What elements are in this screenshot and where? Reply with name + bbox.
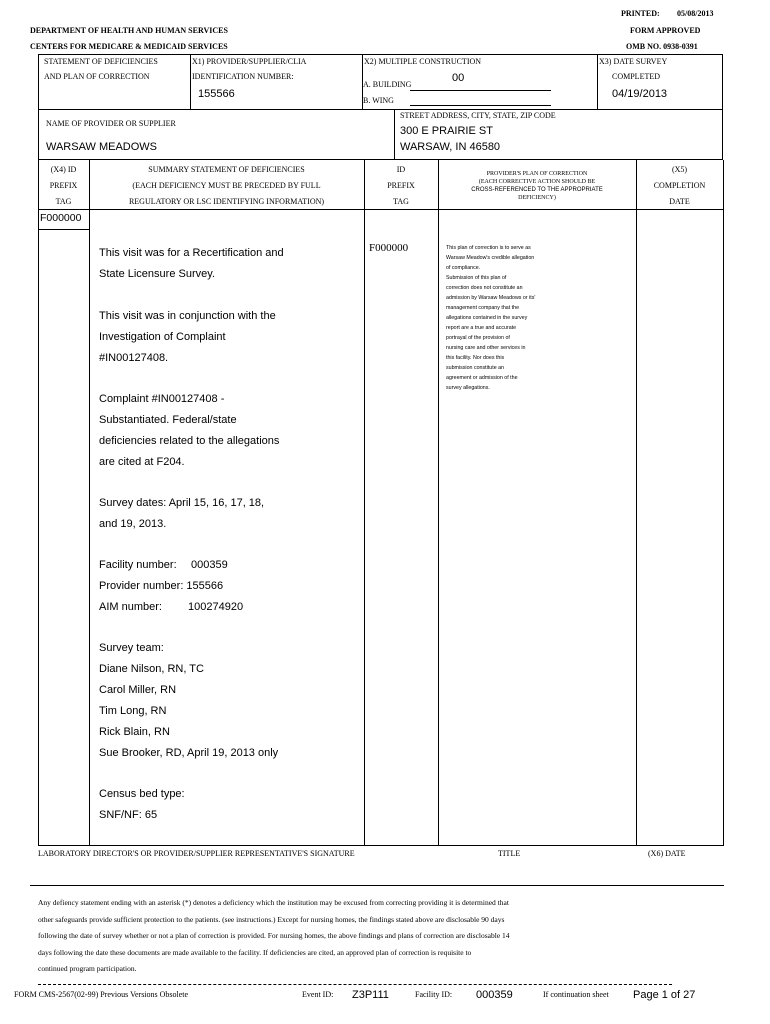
summary-line: Diane Nilson, RN, TC [99,663,204,675]
summary-line: Rick Blain, RN [99,726,170,738]
table-bottom [38,845,724,846]
disclaimer-line: continued program participation. [38,964,137,973]
summary-line: Tim Long, RN [99,705,167,717]
summary-line: Provider number: 155566 [99,580,224,592]
x5-label-3: DATE [669,197,690,206]
poc-label-2: (EACH CORRECTIVE ACTION SHOULD BE [478,179,596,185]
provider-id-value: 155566 [198,88,235,100]
printed-date: 05/08/2013 [677,9,714,18]
poc-line: portrayal of the provision of [446,335,510,341]
x3-label: X3) DATE SURVEY [599,57,668,66]
x6-date-label: (X6) DATE [648,849,686,858]
signature-label: LABORATORY DIRECTOR'S OR PROVIDER/SUPPLIER REPRESENTATIVE'S SIGNATURE [38,849,355,858]
poc-line: correction does not constitute an [446,285,523,291]
x4-label-2: PREFIX [49,181,78,190]
summary-line: are cited at F204. [99,456,185,468]
event-id-label: Event ID: [302,990,334,999]
omb-number: OMB NO. 0938-0391 [626,42,698,51]
left-border [38,160,39,846]
poc-line: nursing care and other services in [446,345,526,351]
wing-underline [410,105,551,106]
continuation-label: If continuation sheet [543,990,609,999]
centers-title: CENTERS FOR MEDICARE & MEDICAID SERVICES [30,42,228,51]
summary-line: Survey dates: April 15, 16, 17, 18, [99,497,265,509]
summary-line: This visit was for a Recertification and [99,247,284,259]
left-prefix-tag: F000000 [40,212,82,224]
summary-line: SNF/NF: 65 [99,809,158,821]
summary-line: Census bed type: [99,788,185,800]
summary-line: #IN00127408. [99,352,169,364]
column-header-bottom [38,209,724,210]
statement-label-1: STATEMENT OF DEFICIENCIES [44,57,158,66]
poc-line: survey allegations. [446,385,490,391]
department-title: DEPARTMENT OF HEALTH AND HUMAN SERVICES [30,26,228,35]
provider-label: NAME OF PROVIDER OR SUPPLIER [46,119,176,128]
summary-line: This visit was in conjunction with the [99,310,276,322]
poc-line: admission by Warsaw Meadows or its' [446,295,536,301]
x1-label-2: IDENTIFICATION NUMBER: [192,72,294,81]
facility-number-value: 000359 [191,559,228,571]
survey-date-value: 04/19/2013 [612,88,668,100]
street-label: STREET ADDRESS, CITY, STATE, ZIP CODE [400,111,556,120]
statement-label-2: AND PLAN OF CORRECTION [44,72,150,81]
id-label-3: TAG [393,197,409,206]
signature-line [30,885,724,886]
summary-line: deficiencies related to the allegations [99,435,280,447]
building-value: 00 [452,72,465,84]
poc-line: this facility. Nor does this [446,355,505,361]
poc-line: allegations contained in the survey [446,315,528,321]
right-prefix-tag: F000000 [369,242,409,254]
x4-label-3: TAG [55,197,72,206]
left-tag-underline [38,229,89,230]
summary-line: State Licensure Survey. [99,268,215,280]
poc-label-1: PROVIDER'S PLAN OF CORRECTION [486,171,588,177]
id-label-2: PREFIX [387,181,415,190]
poc-line: This plan of correction is to serve as [446,245,531,251]
summary-line: Sue Brooker, RD, April 19, 2013 only [99,747,279,759]
poc-line: submission constitute an [446,365,505,371]
col-divider-4 [636,160,637,846]
building-label: A. BUILDING [363,80,412,89]
poc-line: of compliance. [446,265,481,271]
summary-line: Survey team: [99,642,164,654]
col-divider-2 [364,160,365,846]
poc-label-4: DEFICIENCY) [518,195,556,201]
poc-line: Submission of this plan of [446,275,507,281]
disclaimer-line: Any defiency statement ending with an asterisk (*) denotes a deficiency which the institution may be excused from correcting providing it is determined that [38,898,509,907]
x1-label: X1) PROVIDER/SUPPLIER/CLIA [192,57,307,66]
id-label-1: ID [396,165,406,174]
summary-line: Complaint #IN00127408 - [99,393,225,405]
wing-label: B. WING [363,96,394,105]
disclaimer-line: following the date of survey whether or not a plan of correction is provided. For nursing homes, the above findings and plans of correction are disclosable 14 [38,931,510,940]
page-number: Page 1 of 27 [633,989,696,1001]
footer-dash-line [38,984,672,985]
facility-id-label: Facility ID: [415,990,453,999]
poc-label-3: CROSS-REFERENCED TO THE APPROPRIATE [471,187,603,193]
col-divider-3 [438,160,439,846]
poc-line: report are a true and accurate [446,325,517,331]
event-id-value: Z3P111 [352,989,389,1001]
disclaimer-line: days following the date these documents are made available to the facility. If deficiencies are cited, an approved plan of correction is requisite to [38,947,472,957]
form-number: FORM CMS-2567(02-99) Previous Versions Obsolete [14,990,189,999]
x5-label-2: COMPLETION [653,181,706,190]
provider-name: WARSAW MEADOWS [46,141,158,153]
x5-label-1: (X5) [671,165,688,174]
summary-line: and 19, 2013. [99,518,167,530]
x4-label-1: (X4) ID [50,165,77,174]
street-line-1: 300 E PRAIRIE ST [400,125,493,137]
facility-id-value: 000359 [476,989,513,1001]
poc-line: Warsaw Meadow's credible allegation [446,255,535,261]
x3-label-2: COMPLETED [612,72,660,81]
aim-number-value: 100274920 [188,601,244,613]
summary-label-1: SUMMARY STATEMENT OF DEFICIENCIES [148,165,305,174]
summary-line: Substantiated. Federal/state [99,414,237,426]
building-underline [410,90,551,91]
col-divider-1 [89,160,90,846]
form-approved: FORM APPROVED [630,26,701,35]
summary-line: Investigation of Complaint [99,331,226,343]
street-line-2: WARSAW, IN 46580 [400,141,501,153]
summary-label-2: (EACH DEFICIENCY MUST BE PRECEDED BY FULL [132,181,321,190]
plan-of-correction-text [446,243,566,393]
title-label: TITLE [498,849,521,858]
disclaimer-text [38,895,510,978]
summary-label-3: REGULATORY OR LSC IDENTIFYING INFORMATION) [128,197,325,206]
right-border [723,160,724,846]
poc-line: management company that the [446,305,520,311]
aim-number-label: AIM number: [99,601,162,613]
printed-label: PRINTED: [621,9,660,18]
disclaimer-line: other safeguards provide sufficient protection to the patients. (see instructions.) Except for nursing homes, the findings stated above are disclosable 90 days [38,914,505,924]
summary-line: Carol Miller, RN [99,684,177,696]
x2-label: X2) MULTIPLE CONSTRUCTION [364,57,482,66]
facility-number-label: Facility number: [99,559,177,571]
poc-line: agreement or admission of the [446,375,518,381]
